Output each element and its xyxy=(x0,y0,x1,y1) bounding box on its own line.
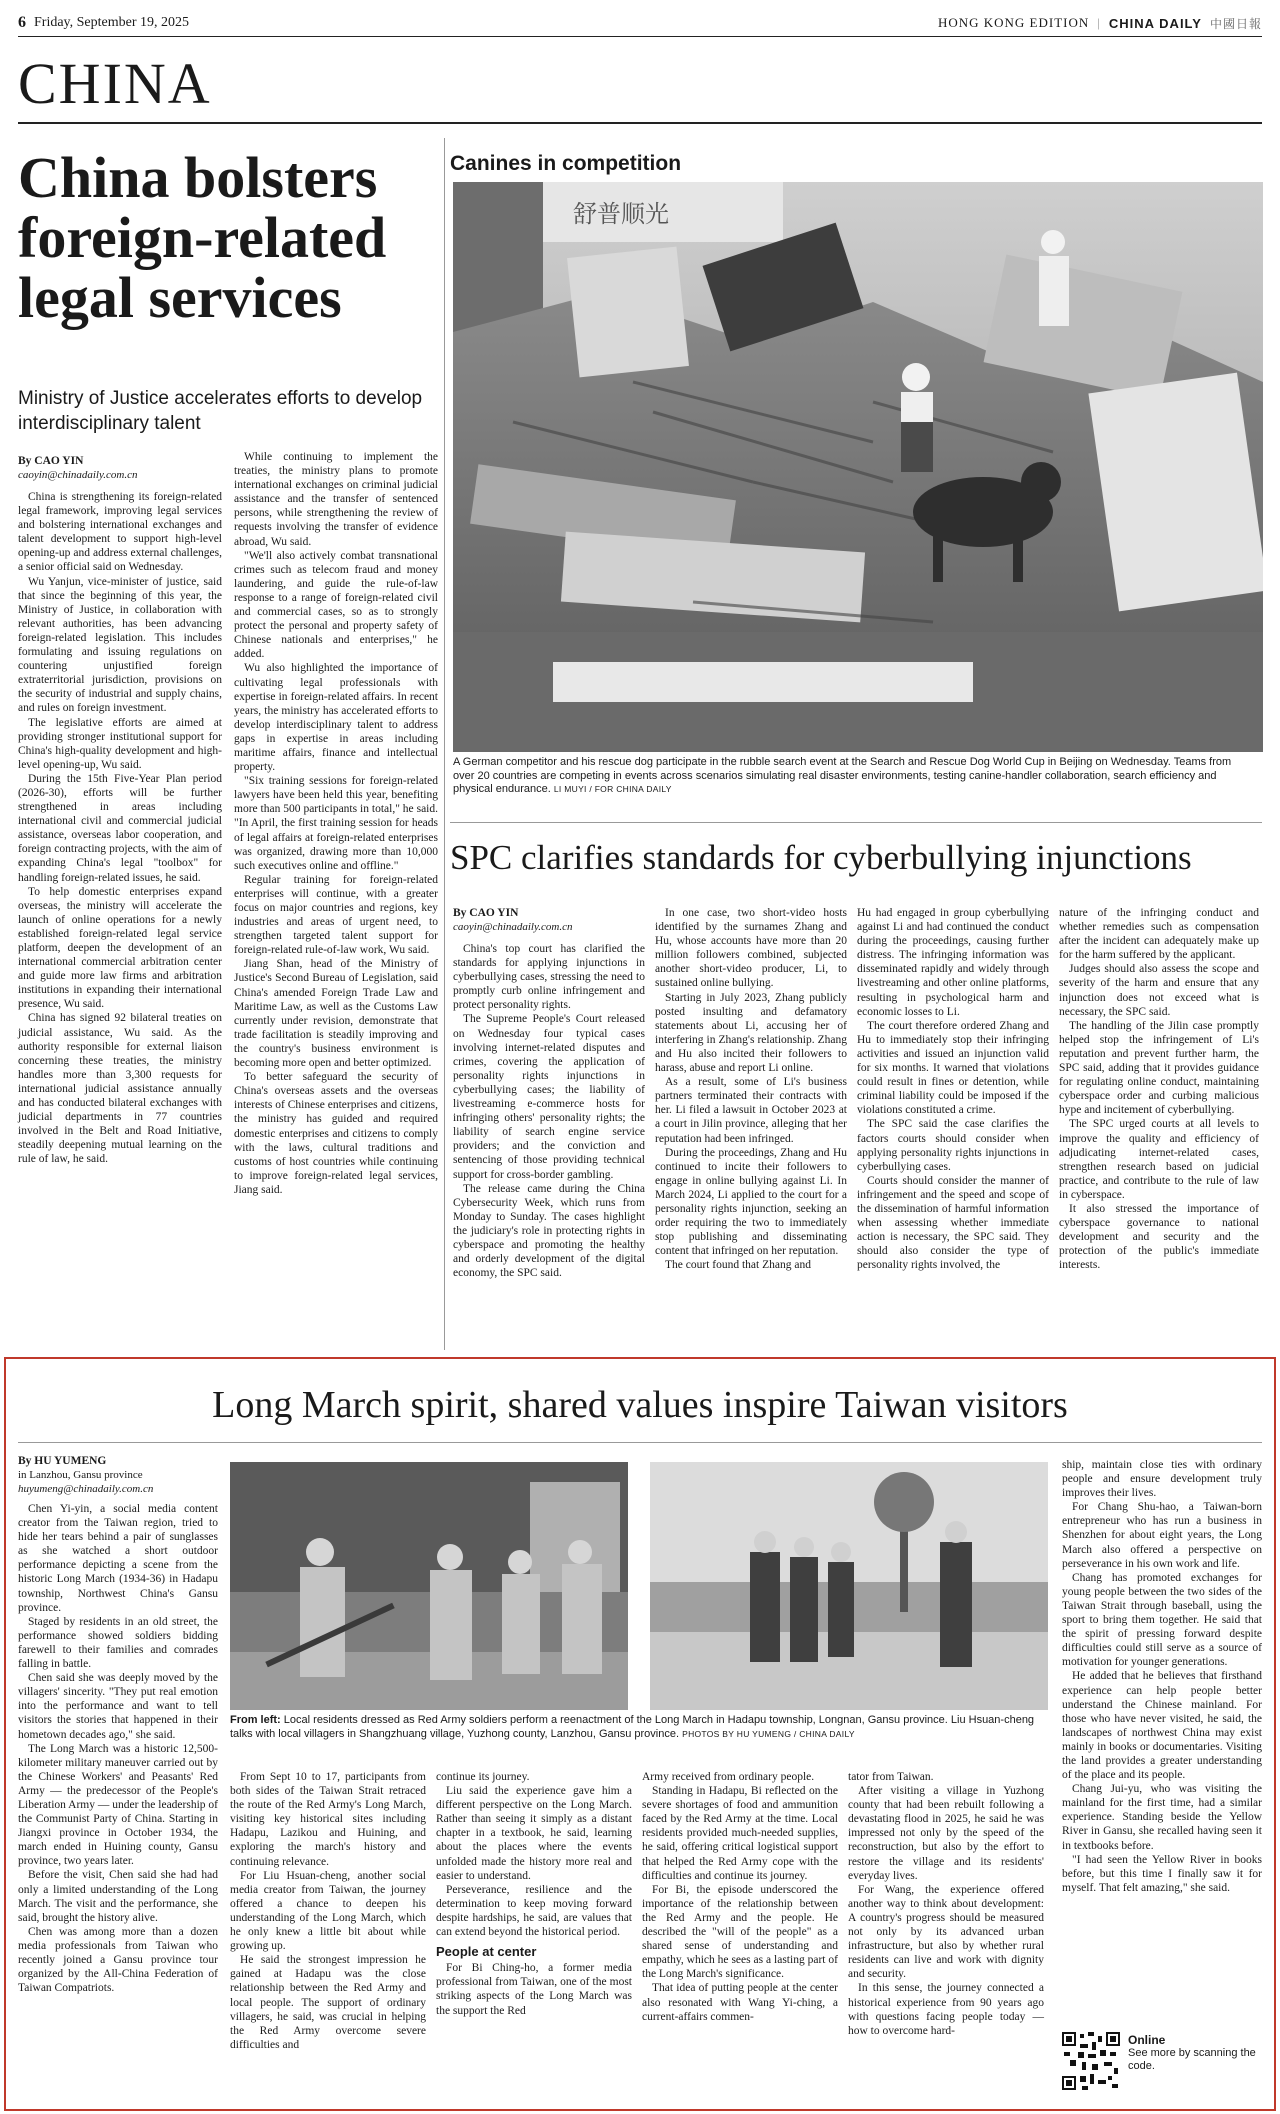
story2-byline-block xyxy=(453,906,653,934)
story3-email: huyumeng@chinadaily.com.cn xyxy=(18,1483,154,1495)
section-rule xyxy=(18,122,1262,124)
story1-column-2 xyxy=(234,450,438,1197)
online-text: See more by scanning the code. xyxy=(1128,2047,1256,2072)
paragraph: nature of the infringing conduct and whether remedies such as compensation after the incident can adequately make up for the harm suffered by the applicant. xyxy=(1059,907,1259,962)
paragraph: The release came during the China Cybersecurity Week, which runs from Monday to Sunday. The cases highlight the judiciary's role in protecting rights in cyberspace and promoting the healthy and orderly development of the digital economy, the SPC said. xyxy=(453,1182,645,1280)
story3-caption-text: Local residents dressed as Red Army soldiers perform a reenactment of the Long March in Hadapu township, Longnan, Gansu province. Liu Hsuan-cheng talks with local villagers in Shangzhuang village, Yuzhong county, Lanzhou, Gansu province. xyxy=(230,1714,1035,1740)
story2-email: caoyin@chinadaily.com.cn xyxy=(453,921,573,933)
story3-column-3-continued xyxy=(436,1961,632,2017)
paragraph: Jiang Shan, head of the Ministry of Justice's Second Bureau of Legislation, said China's amended Foreign Trade Law and Maritime Law, as well as the Customs Law currently under revision, demonstrate that trade facilitation is steadily improving and the country's business environment is becoming more open and better optimized. xyxy=(234,958,438,1070)
story2-headline: SPC clarifies standards for cyberbullying injunctions xyxy=(450,838,1192,877)
paragraph: As a result, some of Li's business partners terminated their contracts with her. Li filed a lawsuit in October 2023 at a court in Jilin province, alleging that her reputation had been infringed. xyxy=(655,1076,847,1145)
paragraph: "We'll also actively combat transnational crimes such as telecom fraud and money laundering, and guide the rule-of-law response to a range of foreign-related civil and commercial cases, so as to strongly protect the personal and property safety of Chinese nationals and enterprises," he added. xyxy=(234,549,438,661)
story3-subhead: People at center xyxy=(436,1944,537,1960)
paragraph: For Bi Ching-ho, a former media professional from Taiwan, one of the most striking aspects of the Long March was the support the Red xyxy=(436,1962,632,2017)
column-divider xyxy=(444,138,445,1350)
issue-date: Friday, September 19, 2025 xyxy=(34,15,190,30)
paragraph: Staged by residents in an old street, the performance showed soldiers bidding farewell to their families and comrades falling in battle. xyxy=(18,1615,218,1671)
story3-column-5 xyxy=(848,1770,1044,2038)
paragraph: The legislative efforts are aimed at providing stronger institutional support for China's high-quality development and high-level opening-up, Wu said. xyxy=(18,716,222,771)
rescue-dog-photo xyxy=(453,182,1263,752)
story3-column-3-body xyxy=(436,1770,632,1939)
photo-caption-text: A German competitor and his rescue dog participate in the rubble search event at the Search and Rescue Dog World Cup in Beijing on Wednesday. Teams from over 20 countries are competing in events across scenarios simulating real disaster environments, testing canine-handler collaboration, search efficiency and physical endurance. xyxy=(453,756,1232,795)
paragraph: Starting in July 2023, Zhang publicly posted insulting and defamatory statements about Li, accusing her of interfering in Zhang's relationship. Zhang and Hu also incited their followers to harass, abuse and report Li online. xyxy=(655,991,847,1075)
photo-story-label: Canines in competition xyxy=(450,152,682,175)
story3-column-4 xyxy=(642,1770,838,2024)
paragraph: Standing in Hadapu, Bi reflected on the severe shortages of food and ammunition faced by the Red Army at the time. Local residents provided much-needed supplies, he said, offering critical logistical support that helped the Red Army cope with the difficulties and continue its journey. xyxy=(642,1785,838,1882)
paragraph: For Chang Shu-hao, a Taiwan-born entrepreneur who has run a business in Shenzhen for about eight years, the Long March also offered a perspective on perseverance in his own work and life. xyxy=(1062,1501,1262,1570)
paragraph: Chang Jui-yu, who was visiting the mainland for the first time, had a similar experience. Standing beside the Yellow River in Gansu, she recalled having seen it in textbooks before. xyxy=(1062,1783,1262,1852)
paragraph: Chen said she was deeply moved by the villagers' sincerity. "They put real emotion into the performance and want to tell visitors the stories that happened in their hometown decades ago," she said. xyxy=(18,1672,218,1741)
paragraph: The court found that Zhang and xyxy=(665,1259,811,1272)
paragraph: Courts should consider the manner of infringement and the speed and scope of the dissemination of harmful information when assessing whether immediate action is necessary, the SPC said. They should also consider the type of personality rights involved, the xyxy=(857,1174,1049,1272)
paragraph: The SPC urged courts at all levels to improve the quality and efficiency of adjudicating internet-related cases, strengthen research based on judicial practice, and contribute to the rule of law in cyberspace. xyxy=(1059,1118,1259,1201)
story1-deck: Ministry of Justice accelerates efforts to develop interdisciplinary talent xyxy=(18,388,423,434)
paragraph: Perseverance, resilience and the determination to keep moving forward despite hardships, he said, are values that can extend beyond the historical period. xyxy=(436,1883,632,1939)
paragraph: The handling of the Jilin case promptly helped stop the infringement of Li's reputation and prevent further harm, the SPC said, adding that it provides guidance for regulating online conduct, maintaining cyberspace order and curbing malicious hype and incitement of cyberbullying. xyxy=(1059,1019,1259,1117)
story3-column-2 xyxy=(230,1770,426,2052)
story3-dateline: in Lanzhou, Gansu province xyxy=(18,1469,143,1481)
story2-column-2 xyxy=(655,906,847,1272)
story1-email: caoyin@chinadaily.com.cn xyxy=(18,469,138,481)
paragraph: From Sept 10 to 17, participants from both sides of the Taiwan Strait retraced the route of the Red Army's Long March, visiting key historical sites including Hadapu, Lazikou and Huining, and exploring the march's history and continuing relevance. xyxy=(230,1771,426,1868)
story1-byline: By CAO YIN xyxy=(18,455,84,467)
story1-byline-block xyxy=(18,454,218,482)
masthead xyxy=(18,10,1262,37)
story3-byline: By HU YUMENG xyxy=(18,1455,107,1467)
paragraph: He said the strongest impression he gained at Hadapu was the close relationship between the Red Army and local people. The support of ordinary villagers, he said, was crucial in helping the Red Army overcome severe difficulties and xyxy=(230,1954,426,2051)
paragraph: In one case, two short-video hosts identified by the surnames Zhang and Hu, whose accounts have more than 20 million followers combined, subjected another short-video producer, Li, to sustained online bullying. xyxy=(655,907,847,990)
paragraph: Hu had engaged in group cyberbullying against Li and had continued the conduct during the proceedings, causing further distress. The infringing information was disseminated rapidly and widely through livestreaming and other online platforms, resulting in psychological harm and economic losses to Li. xyxy=(857,907,1049,1018)
page-number: 6 xyxy=(18,14,26,31)
paragraph: Wu Yanjun, vice-minister of justice, said that since the beginning of this year, the Ministry of Justice, in collaboration with relevant authorities, has been advancing foreign-related legislation. This includes formulating and issuing regulations on countering unjustified foreign extraterritorial jurisdiction, provisions on the security of industrial and supply chains, and rules on foreign investment. xyxy=(18,575,222,715)
paragraph: To better safeguard the security of China's overseas assets and the overseas interests of Chinese enterprises and citizens, the ministry has guided and required domestic enterprises and citizens to comply with the laws, cultural traditions and customs of host countries while continuing to improve foreign-related legal services, Jiang said. xyxy=(234,1071,438,1196)
paragraph: While continuing to implement the treaties, the ministry plans to promote international exchanges on criminal judicial assistance and the transfer of sentenced persons, while strengthening the review of requests involving the transfer of evidence abroad, Wu said. xyxy=(234,451,438,548)
paragraph: tator from Taiwan. xyxy=(848,1771,934,1783)
paragraph: In this sense, the journey connected a historical experience from 90 years ago with questions facing people today — how to overcome hard- xyxy=(848,1982,1044,2037)
paragraph: For Bi, the episode underscored the importance of the relationship between the Red Army and the people. He described the "will of the people" as a shared sense of understanding and empathy, which he sees as a lasting part of the Long March's significance. xyxy=(642,1883,838,1981)
paragraph: Chen was among more than a dozen media professionals from Taiwan who recently joined a Gansu province tour organized by the All-China Federation of Taiwan Compatriots. xyxy=(18,1925,218,1995)
paragraph: China has signed 92 bilateral treaties on judicial assistance, Wu said. As the authority responsible for external liaison concerning these treaties, the ministry handles more than 3,300 requests for international judicial assistance annually and has conducted bilateral exchanges with judicial departments in 77 countries involved in the Belt and Road Initiative, steadily deepening mutual learning on the rule of law, he said. xyxy=(18,1012,222,1166)
paragraph: Liu said the experience gave him a different perspective on the Long March. Rather than seeing it simply as a distant chapter in a textbook, he said, learning about the places where the events unfolded made the history more real and easier to understand. xyxy=(436,1785,632,1882)
story2-column-4 xyxy=(1059,906,1259,1272)
paragraph: The SPC said the case clarifies the factors courts should consider when applying personality rights injunctions in cyberbullying cases. xyxy=(857,1118,1049,1173)
online-promo xyxy=(1128,2034,1280,2073)
paragraph: Before the visit, Chen said she had had only a limited understanding of the Long March. The visit and the performance, she said, brought the history alive. xyxy=(18,1869,218,1924)
paragraph: Army received from ordinary people. xyxy=(642,1771,815,1783)
reenactment-image xyxy=(230,1462,628,1710)
paragraph: Chen Yi-yin, a social media content creator from the Taiwan region, tried to hide her tears behind a pair of sunglasses as she watched a short outdoor performance depicting a scene from the historic Long March (1934-36) in Hadapu township, Northwest China's Gansu province. xyxy=(18,1503,218,1614)
paragraph: It also stressed the importance of cyberspace governance to national development and security and the protection of the public's immediate interests. xyxy=(1059,1202,1259,1272)
paragraph: Regular training for foreign-related enterprises will continue, with a greater focus on major countries and regions, key industries and areas of urgent need, to strengthen targeted talent support for foreign-related rule-of-law work, Wu said. xyxy=(234,873,438,957)
masthead-right: HONG KONG EDITION | CHINA DAILY 中國日報 xyxy=(937,15,1262,31)
story1-column-1 xyxy=(18,490,222,1167)
qr-code[interactable] xyxy=(1062,2032,1120,2090)
long-march-reenactment-photo xyxy=(230,1462,628,1710)
paragraph: That idea of putting people at the center also resonated with Wang Yi-ching, a current-affairs commen- xyxy=(642,1982,838,2023)
story3-photo-caption xyxy=(230,1714,1048,1741)
story3-column-6 xyxy=(1062,1458,1262,1895)
story3-caption-lead: From left: xyxy=(230,1714,281,1726)
banner-sign-text: 舒普顺光 xyxy=(573,201,669,228)
paragraph: The Supreme People's Court released on Wednesday four typical cases involving internet-related disputes and crimes, covering the application of personality rights injunctions in cyberbullying cases; the liability of livestreaming e-commerce hosts for infringing others' personality rights; the liability of search engine service providers; and the conviction and sentencing of those providing technical support for cross-border gambling. xyxy=(453,1013,645,1181)
story3-photo-credit: PHOTOS BY HU YUMENG / CHINA DAILY xyxy=(682,1728,855,1739)
paragraph: Chang has promoted exchanges for young people between the two sides of the Taiwan Strait through baseball, using the sport to bring them together. He said that the spirit of pressing forward despite difficulties could still serve as a source of motivation for younger generations. xyxy=(1062,1571,1262,1669)
paragraph: During the 15th Five-Year Plan period (2026-30), efforts will be further strengthened in areas including international civil and commercial judicial assistance, overseas labor cooperation, and foreign contracting projects, with the aim of expanding China's legal "toolbox" for handling foreign-related issues, he said. xyxy=(18,772,222,884)
paragraph: The court therefore ordered Zhang and Hu to immediately stop their infringing activities and issued an injunction valid for six months. It warned that violations could result in fines or detention, while criminal liability could be imposed if the violations constituted a crime. xyxy=(857,1019,1049,1117)
paragraph: continue its journey. xyxy=(436,1771,530,1783)
story2-column-3 xyxy=(857,906,1049,1272)
village-visit-photo xyxy=(650,1462,1048,1710)
online-title: Online xyxy=(1128,2033,1166,2047)
paragraph: He added that he believes that firsthand experience can help people better understand the Chinese mainland. For those who have never visited, he said, the landscapes of northwest China may exist mainly in books or documentaries. Visiting the land provides a greater understanding of the place and its people. xyxy=(1062,1670,1262,1782)
photo-caption xyxy=(453,756,1253,797)
paragraph: Wu also highlighted the importance of cultivating legal professionals with expertise in foreign-related affairs. In recent years, the ministry has accelerated efforts to develop interdisciplinary talent to address gaps in expertise in areas including maritime affairs, finance and intellectual property. xyxy=(234,662,438,774)
paper-name: CHINA DAILY xyxy=(1108,15,1202,31)
story3-column-3 xyxy=(436,1770,632,2018)
paragraph: "Six training sessions for foreign-related lawyers have been held this year, benefiting more than 500 participants in total," he said. "In April, the first training session for heads of legal affairs at foreign-related enterprises was organized, drawing more than 10,000 such executives online and offline." xyxy=(234,775,438,872)
paragraph: Judges should also assess the scope and severity of the harm and ensure that any injunction does not exceed what is necessary, the SPC said. xyxy=(1059,963,1259,1018)
paper-chinese-name: 中國日報 xyxy=(1209,16,1262,31)
story3-headline: Long March spirit, shared values inspire Taiwan visitors xyxy=(212,1384,1068,1426)
paragraph: To help domestic enterprises expand overseas, the ministry will accelerate the launch of online operations for a newly established foreign-related legal service platform, deepen the development of an international commercial arbitration center and guide more law firms and arbitration institutions in expanding their international presence, Wu said. xyxy=(18,885,222,1011)
paragraph: For Liu Hsuan-cheng, another social media creator from Taiwan, the journey offered a chance to deepen his understanding of the Long March, which he only knew a little bit about while growing up. xyxy=(230,1869,426,1953)
story3-column-1 xyxy=(18,1502,218,1995)
paragraph: During the proceedings, Zhang and Hu continued to incite their followers to engage in online bullying against Li. In March 2024, Li applied to the court for a personality rights injunction, seeking an order requiring the two to immediately stop publishing and disseminating content that infringed on her reputation. xyxy=(655,1146,847,1258)
section-title: CHINA xyxy=(18,51,212,116)
paragraph: After visiting a village in Yuzhong county that had been rebuilt following a devastating flood in 2025, he said he was impressed not only by the speed of the reconstruction, but also by the effort to restore the village and its residents' everyday lives. xyxy=(848,1785,1044,1882)
paragraph: The Long March was a historic 12,500-kilometer military maneuver carried out by the Chinese Workers' and Peasants' Red Army — the predecessor of the People's Liberation Army — under the leadership of the Communist Party of China. Starting in Jiangxi province in October 1934, the march ended in Huining county, Gansu province, two years later. xyxy=(18,1742,218,1868)
paragraph: China's top court has clarified the standards for applying injunctions in cyberbullying cases, stressing the need to promptly curb online infringement and protect personality rights. xyxy=(453,943,645,1012)
edition-label: HONG KONG EDITION xyxy=(937,15,1090,30)
rubble-scene-image xyxy=(453,182,1263,752)
paragraph: China is strengthening its foreign-related legal framework, improving legal services and bolstering international exchanges and talent development to support high-level opening-up and address external challenges, a senior official said on Wednesday. xyxy=(18,491,222,574)
story2-column-1 xyxy=(453,942,645,1280)
paragraph: "I had seen the Yellow River in books before, but this time I finally saw it for myself. That felt amazing," she said. xyxy=(1062,1853,1262,1894)
paragraph: For Wang, the experience offered another way to think about development: A country's progress should be measured not only by its advanced urban infrastructure, but also by whether rural residents can live and work with dignity and security. xyxy=(848,1883,1044,1981)
story1-headline: China bolsters foreign-related legal services xyxy=(18,145,387,330)
story3-byline-block xyxy=(18,1454,218,1496)
photo-rule xyxy=(450,822,1262,823)
village-visit-image xyxy=(650,1462,1048,1710)
photo-credit: LI MUYI / FOR CHINA DAILY xyxy=(553,784,672,794)
story3-rule xyxy=(18,1442,1262,1443)
story2-byline: By CAO YIN xyxy=(453,907,519,919)
paragraph: ship, maintain close ties with ordinary people and ensure development truly improves their lives. xyxy=(1062,1459,1262,1500)
